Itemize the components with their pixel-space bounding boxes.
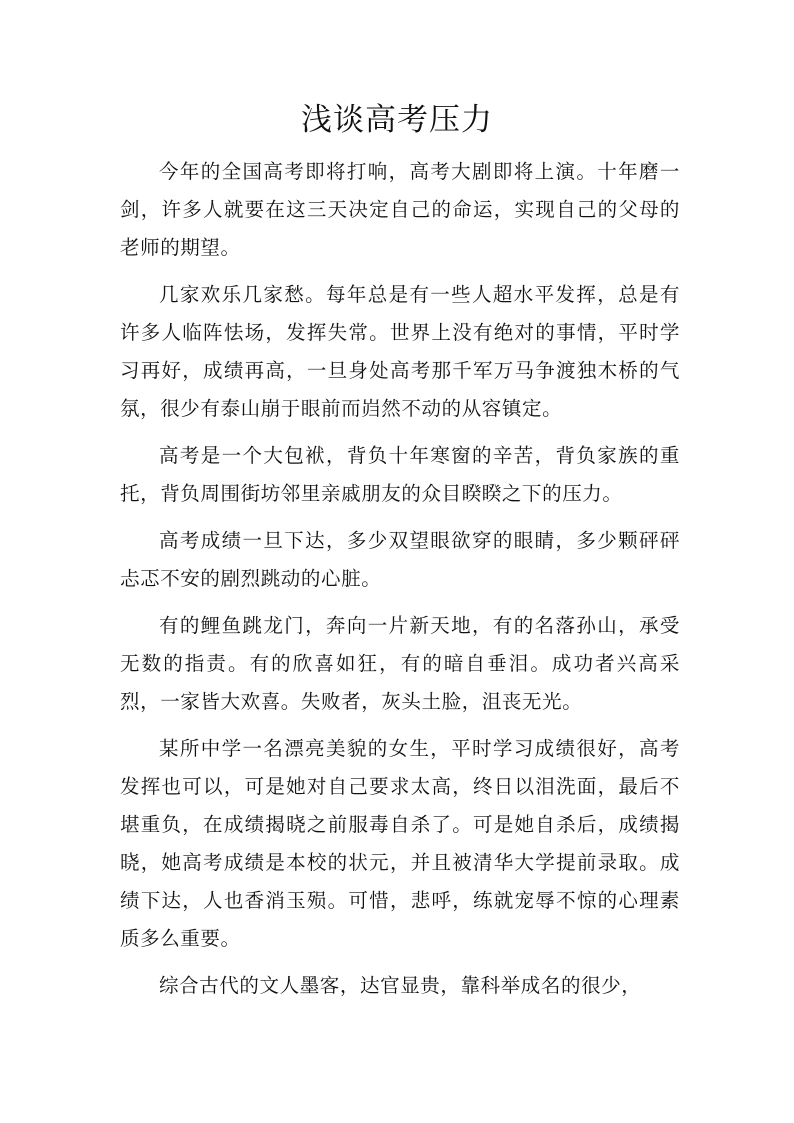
paragraph-6: 某所中学一名漂亮美貌的女生，平时学习成绩很好，高考发挥也可以，可是她对自己要求太高，终日以泪洗面，最后不堪重负，在成绩揭晓之前服毒自杀了。可是她自杀后，成绩揭晓，她高考成绩是本校的状元，并且被清华大学提前录取。成绩下达，人也香消玉殒。可惜，悲呼，练就宠辱不惊的心理素质多么重要。 [120,737,680,950]
document-title: 浅谈高考压力 [301,102,493,138]
paragraph-4: 高考成绩一旦下达，多少双望眼欲穿的眼睛，多少颗砰砰忐忑不安的剧烈跳动的心脏。 [120,529,680,590]
paragraph-5: 有的鲤鱼跳龙门，奔向一片新天地，有的名落孙山，承受无数的指责。有的欣喜如狂，有的暗自垂泪。成功者兴高采烈，一家皆大欢喜。失败者，灰头土脸，沮丧无光。 [120,614,680,713]
paragraph-1: 今年的全国高考即将打响，高考大剧即将上演。十年磨一剑，许多人就要在这三天决定自己的命运，实现自己的父母的老师的期望。 [120,160,680,259]
paragraph-7: 综合古代的文人墨客，达官显贵，靠科举成名的很少， [159,974,642,997]
paragraph-3: 高考是一个大包袱，背负十年寒窗的辛苦，背负家族的重托，背负周围街坊邻里亲戚朋友的众目睽睽之下的压力。 [120,444,680,505]
document-body [120,153,680,1014]
paragraph-2: 几家欢乐几家愁。每年总是有一些人超水平发挥，总是有许多人临阵怯场，发挥失常。世界上没有绝对的事情，平时学习再好，成绩再高，一旦身处高考那千军万马争渡独木桥的气氛，很少有泰山崩于眼前而岿然不动的从容镇定。 [120,283,680,420]
